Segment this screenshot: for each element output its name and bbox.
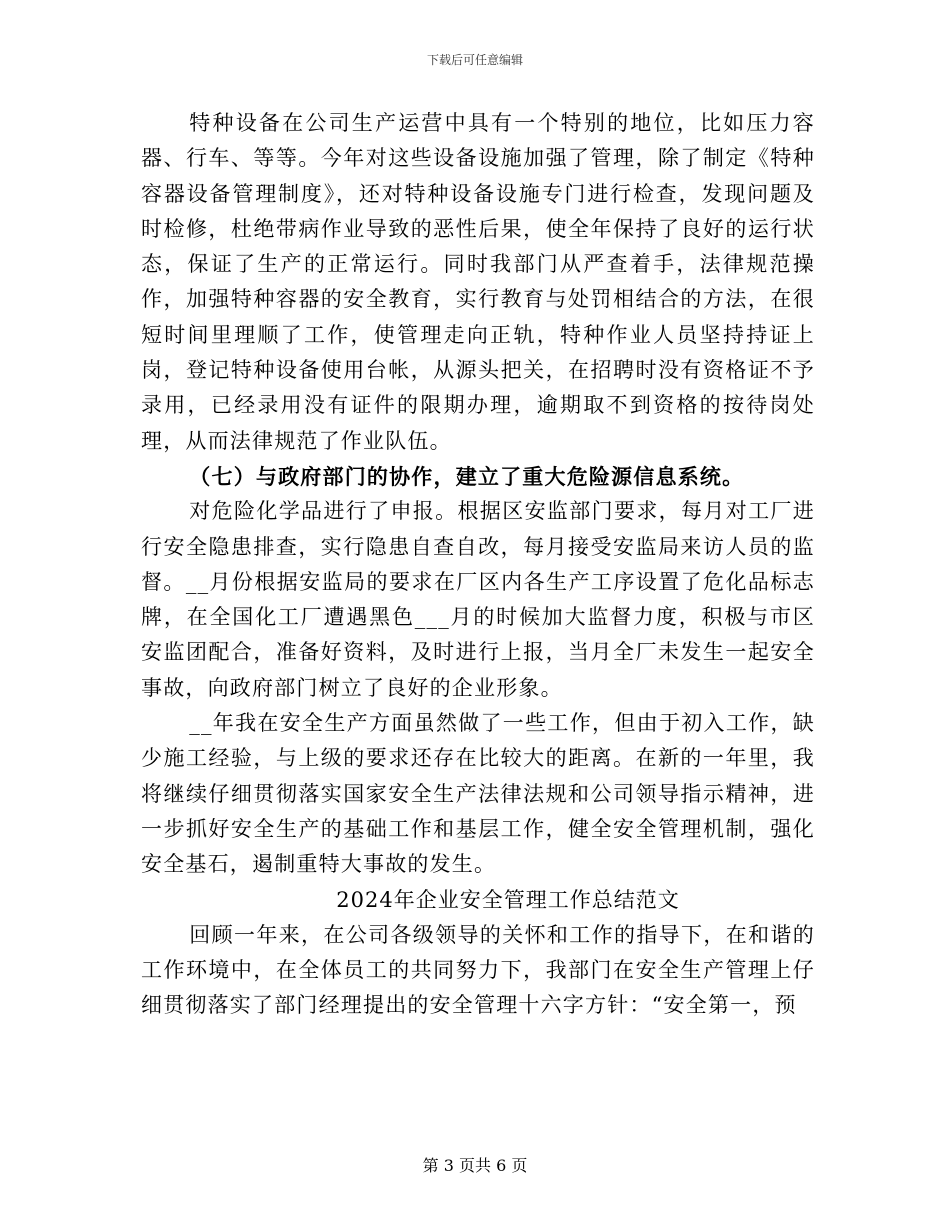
document-body [141, 106, 815, 1024]
page-number: 第 3 页共 6 页 [422, 1156, 528, 1175]
paragraph-hazardous-chemicals: 对危险化学品进行了申报。根据区安监部门要求，每月对工厂进行安全隐患排查，实行隐患自查自改，每月接受安监局来访人员的监督。__月份根据安监局的要求在厂区内各生产工序设置了危化品标志牌，在全国化工厂遭遇黑色___月的时候加大监督力度，积极与市区安监团配合，准备好资料，及时进行上报，当月全厂未发生一起安全事故，向政府部门树立了良好的企业形象。 [141, 499, 815, 700]
section-heading-government-cooperation: （七）与政府部门的协作，建立了重大危险源信息系统。 [189, 463, 745, 489]
paragraph-review-year: 回顾一年来，在公司各级领导的关怀和工作的指导下，在和谐的工作环境中，在全体员工的共同努力下，我部门在安全生产管理上仔细贯彻落实了部门经理提出的安全管理十六字方针：“安全第一，预 [141, 922, 815, 1018]
paragraph-special-equipment: 特种设备在公司生产运营中具有一个特别的地位，比如压力容器、行车、等等。今年对这些设备设施加强了管理，除了制定《特种容器设备管理制度》，还对特种设备设施专门进行检查，发现问题及时检修，杜绝带病作业导致的恶性后果，使全年保持了良好的运行状态，保证了生产的正常运行。同时我部门从严查着手，法律规范操作，加强特种容器的安全教育，实行教育与处罚相结合的方法，在很短时间里理顺了工作，使管理走向正轨，特种作业人员坚持持证上岗，登记特种设备使用台帐，从源头把关，在招聘时没有资格证不予录用，已经录用没有证件的限期办理，逾期取不到资格的按待岗处理，从而法律规范了作业队伍。 [141, 111, 815, 453]
document-section-title: 2024年企业安全管理工作总结范文 [336, 887, 680, 912]
paragraph-year-summary: __年我在安全生产方面虽然做了一些工作，但由于初入工作，缺少施工经验，与上级的要求还存在比较大的距离。在新的一年里，我将继续仔细贯彻落实国家安全生产法律法规和公司领导指示精神，进一步抓好安全生产的基础工作和基层工作，健全安全管理机制，强化安全基石，遏制重特大事故的发生。 [141, 711, 815, 877]
header-note: 下载后可任意编辑 [426, 53, 523, 67]
